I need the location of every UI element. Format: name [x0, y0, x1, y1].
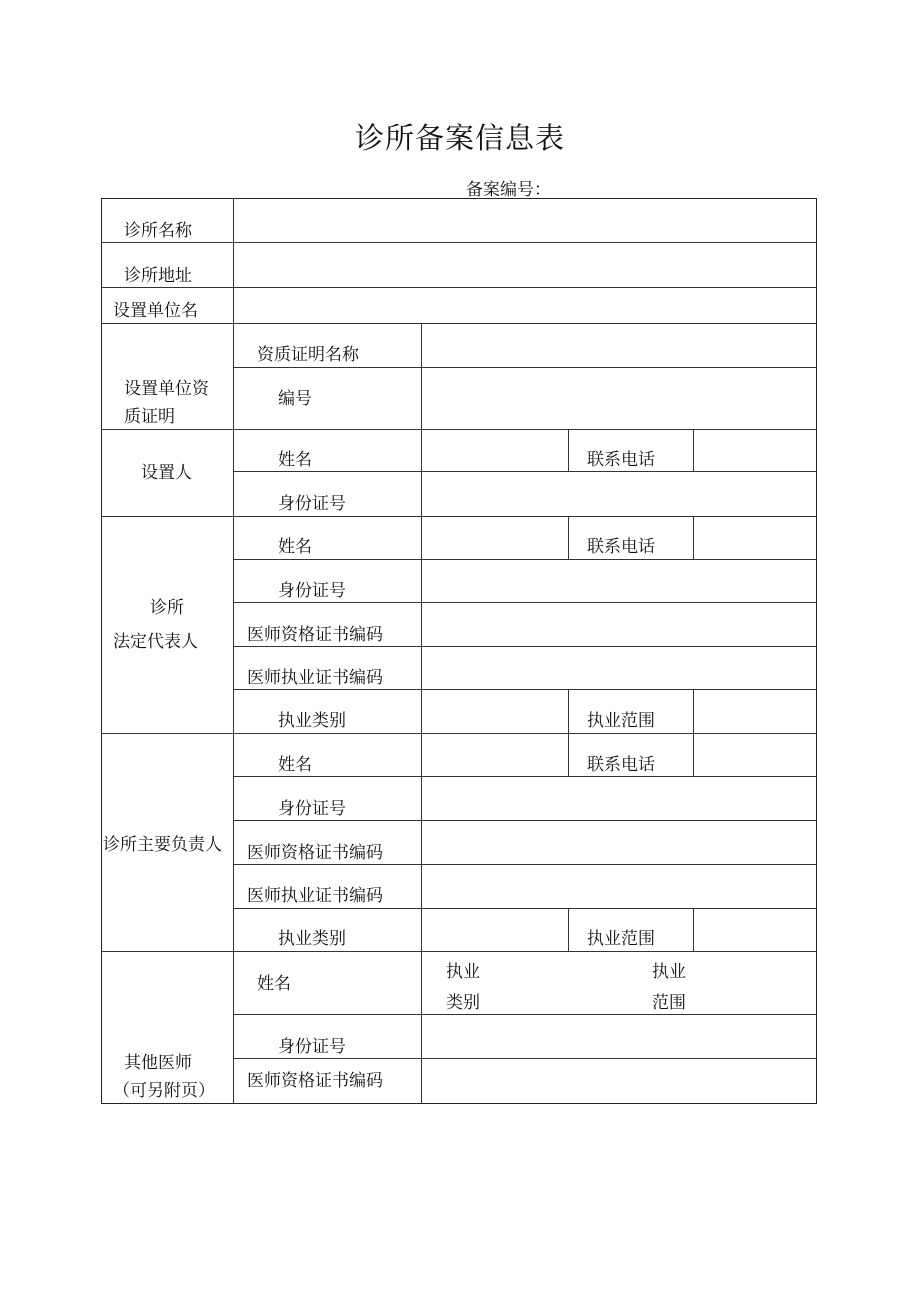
- legal-rep-qual-cert-field[interactable]: [422, 603, 816, 646]
- legal-rep-qual-cert-label: 医师资格证书编码: [247, 625, 383, 645]
- setter-section-label: 设置人: [141, 463, 192, 483]
- setter-phone-field[interactable]: [694, 430, 816, 471]
- other-doctor-qual-cert-field[interactable]: [422, 1059, 816, 1103]
- qualification-number-field[interactable]: [422, 368, 816, 429]
- setup-unit-qualification-label-2: 质证明: [124, 407, 175, 427]
- setter-id-field[interactable]: [422, 472, 816, 516]
- other-doctor-category-label-2: 类别: [446, 993, 480, 1013]
- other-doctor-id-label: 身份证号: [278, 1037, 346, 1057]
- clinic-address-field[interactable]: [234, 243, 816, 287]
- principal-scope-label: 执业范围: [587, 929, 655, 949]
- principal-id-label: 身份证号: [278, 799, 346, 819]
- clinic-name-label: 诊所名称: [124, 221, 192, 241]
- other-doctors-section-label: 其他医师: [124, 1053, 192, 1073]
- legal-rep-scope-label: 执业范围: [587, 711, 655, 731]
- principal-phone-label: 联系电话: [587, 755, 655, 775]
- page-title: 诊所备案信息表: [354, 121, 565, 155]
- clinic-address-label: 诊所地址: [124, 266, 192, 286]
- principal-name-field[interactable]: [422, 734, 568, 776]
- principal-phone-field[interactable]: [694, 734, 816, 776]
- principal-section-label: 诊所主要负责人: [103, 835, 222, 855]
- principal-category-field[interactable]: [422, 909, 568, 951]
- other-doctor-name-label: 姓名: [257, 974, 291, 994]
- setter-name-label: 姓名: [278, 450, 312, 470]
- legal-rep-name-field[interactable]: [422, 517, 568, 559]
- legal-rep-phone-field[interactable]: [694, 517, 816, 559]
- setter-phone-label: 联系电话: [587, 450, 655, 470]
- setter-id-label: 身份证号: [278, 494, 346, 514]
- setup-unit-qualification-label: 设置单位资: [124, 379, 209, 399]
- legal-rep-category-field[interactable]: [422, 690, 568, 733]
- principal-qual-cert-field[interactable]: [422, 821, 816, 864]
- qualification-cert-name-label: 资质证明名称: [257, 345, 359, 365]
- other-doctor-qual-cert-label: 医师资格证书编码: [247, 1071, 383, 1091]
- clinic-name-field[interactable]: [234, 199, 816, 242]
- legal-rep-id-field[interactable]: [422, 560, 816, 602]
- other-doctor-scope-label: 执业: [652, 962, 686, 982]
- other-doctors-section-label-2: （可另附页）: [113, 1081, 215, 1101]
- legal-rep-practice-cert-field[interactable]: [422, 647, 816, 689]
- qualification-cert-name-field[interactable]: [422, 324, 816, 367]
- setup-unit-name-field[interactable]: [234, 288, 816, 323]
- principal-category-label: 执业类别: [278, 929, 346, 949]
- legal-rep-scope-field[interactable]: [694, 690, 816, 733]
- legal-rep-name-label: 姓名: [278, 537, 312, 557]
- legal-rep-section-label: 诊所: [150, 598, 184, 618]
- principal-scope-field[interactable]: [694, 909, 816, 951]
- legal-rep-section-label-2: 法定代表人: [113, 632, 198, 652]
- legal-rep-practice-cert-label: 医师执业证书编码: [247, 668, 383, 688]
- principal-practice-cert-label: 医师执业证书编码: [247, 886, 383, 906]
- other-doctor-id-field[interactable]: [422, 1015, 816, 1058]
- principal-name-label: 姓名: [278, 755, 312, 775]
- other-doctor-scope-label-2: 范围: [652, 993, 686, 1013]
- other-doctor-category-label: 执业: [446, 962, 480, 982]
- qualification-number-label: 编号: [278, 389, 312, 409]
- legal-rep-phone-label: 联系电话: [587, 537, 655, 557]
- legal-rep-category-label: 执业类别: [278, 711, 346, 731]
- setup-unit-name-label: 设置单位名: [113, 301, 198, 321]
- principal-practice-cert-field[interactable]: [422, 865, 816, 908]
- principal-qual-cert-label: 医师资格证书编码: [247, 843, 383, 863]
- legal-rep-id-label: 身份证号: [278, 581, 346, 601]
- setter-name-field[interactable]: [422, 430, 568, 471]
- record-number-label: 备案编号：: [466, 180, 551, 200]
- principal-id-field[interactable]: [422, 777, 816, 820]
